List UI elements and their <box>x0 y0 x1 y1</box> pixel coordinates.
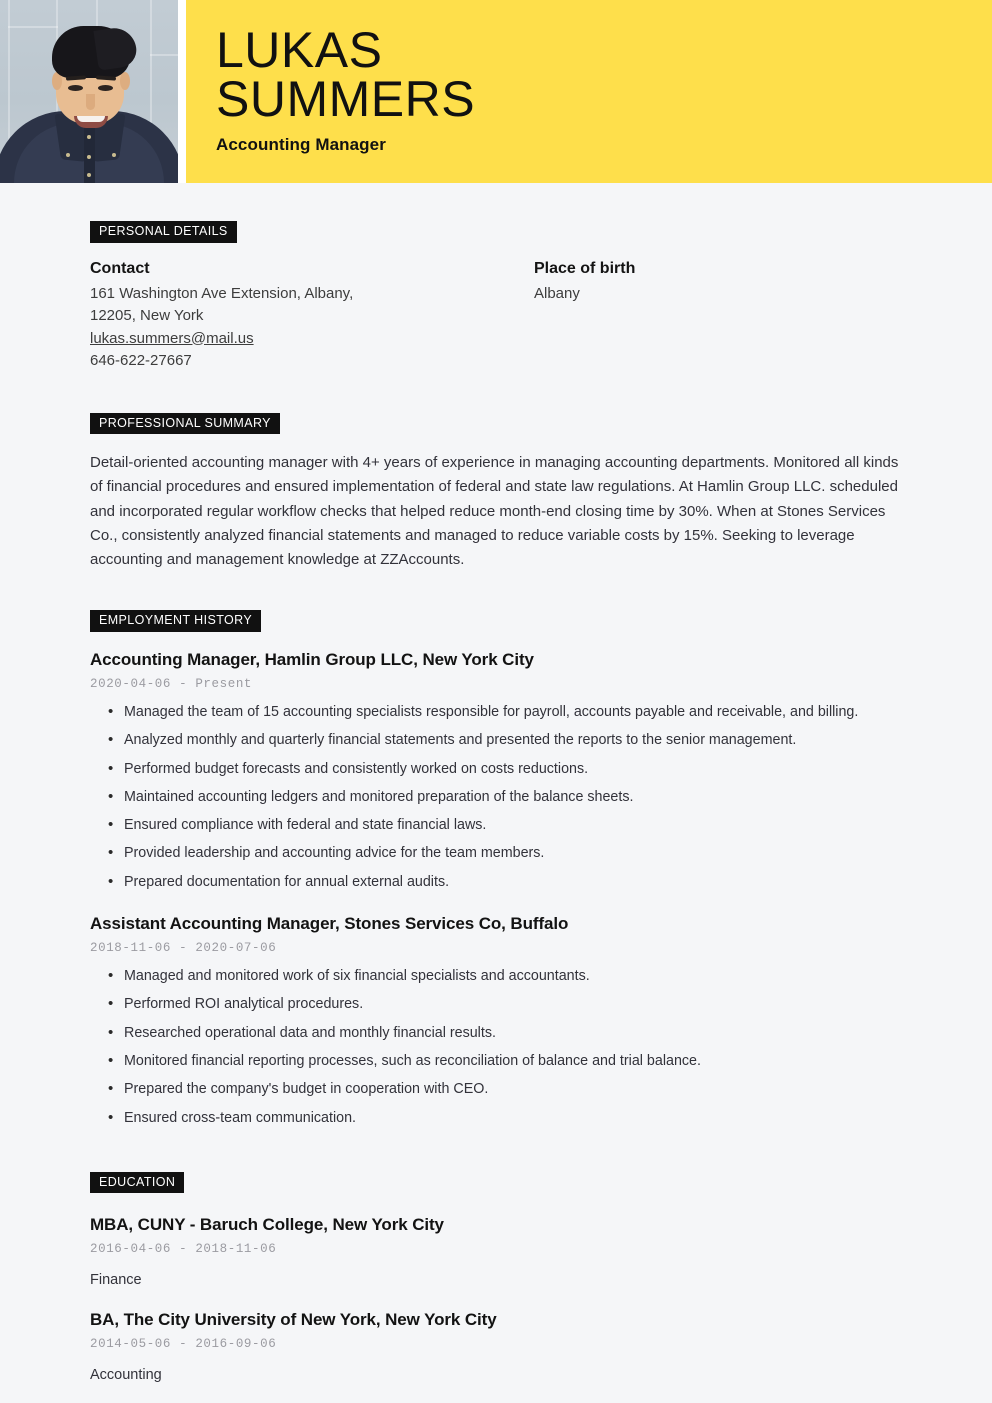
photo-nose <box>86 94 95 110</box>
place-of-birth-label: Place of birth <box>534 259 636 277</box>
education-entry <box>90 1215 904 1288</box>
education-entry-dates: 2016-04-06 - 2018-11-06 <box>90 1242 277 1257</box>
photo-eye-left <box>68 85 83 91</box>
employment-entry-title: Assistant Accounting Manager, Stones Services Co, Buffalo <box>90 914 569 934</box>
list-item: • Prepared documentation for annual external audits. <box>124 868 904 896</box>
photo-collar-button <box>66 153 70 157</box>
job-title: Accounting Manager <box>216 135 386 154</box>
employment-entry <box>90 914 904 1132</box>
contact-values <box>90 283 534 373</box>
list-item: • Performed budget forecasts and consistently worked on costs reductions. <box>124 755 904 783</box>
place-of-birth-value: Albany <box>534 284 580 302</box>
contact-column <box>90 260 534 373</box>
education-entry-description: Accounting <box>90 1367 162 1384</box>
address-line-1: 161 Washington Ave Extension, Albany, <box>90 284 354 302</box>
phone-number: 646-622-27667 <box>90 352 192 369</box>
photo-teeth <box>77 116 105 122</box>
list-item: • Prepared the company's budget in cooperation with CEO. <box>124 1075 904 1103</box>
section-badge-personal-details: PERSONAL DETAILS <box>90 221 237 243</box>
contact-label: Contact <box>90 259 150 277</box>
professional-summary-text: Detail-oriented accounting manager with 4+ years of experience in managing accounting departments. Monitored all kinds of financial procedures and ensured implementation of federal and state law regulations. At Hamlin Group LLC. scheduled and incorporated regular workflow checks that helped reduce month-end closing time by 30%. When at Stones Services Co., consistently analyzed financial statements and managed to reduce variable costs by 15%. Seeking to leverage accounting and management knowledge at ZZAccounts. <box>90 454 899 569</box>
photo-button <box>87 155 91 159</box>
employment-entry-title: Accounting Manager, Hamlin Group LLC, New York City <box>90 649 534 669</box>
list-item: • Monitored financial reporting processes, such as reconciliation of balance and trial balance. <box>124 1047 904 1075</box>
last-name: SUMMERS <box>216 71 476 127</box>
photo-button <box>87 173 91 177</box>
section-education <box>90 1172 904 1384</box>
section-personal-details <box>90 221 904 373</box>
employment-entry <box>90 650 904 896</box>
employment-entry-bullets <box>90 962 904 1132</box>
section-badge-employment-history: EMPLOYMENT HISTORY <box>90 610 261 632</box>
section-professional-summary <box>90 413 904 573</box>
portrait-photo <box>0 0 178 183</box>
employment-entry-bullets <box>90 698 904 896</box>
employment-entry-dates: 2020-04-06 - Present <box>90 676 253 691</box>
first-name: LUKAS <box>216 22 383 78</box>
photo-ear-right <box>120 72 130 90</box>
list-item: • Provided leadership and accounting advice for the team members. <box>124 839 904 867</box>
list-item: • Managed the team of 15 accounting specialists responsible for payroll, accounts payable and receivable, and billing. <box>124 698 904 726</box>
avatar <box>0 0 178 183</box>
employment-entry-dates: 2018-11-06 - 2020-07-06 <box>90 941 277 956</box>
photo-background-detail <box>8 26 58 28</box>
section-employment-history <box>90 610 904 1131</box>
resume-header <box>0 0 992 183</box>
header-divider <box>178 0 186 183</box>
photo-collar-button <box>112 153 116 157</box>
list-item: • Performed ROI analytical procedures. <box>124 990 904 1018</box>
list-item: • Managed and monitored work of six financial specialists and accountants. <box>124 962 904 990</box>
photo-hair-sweep <box>93 25 138 70</box>
address-line-2: 12205, New York <box>90 307 204 324</box>
list-item: • Maintained accounting ledgers and monitored preparation of the balance sheets. <box>124 783 904 811</box>
education-entry-dates: 2014-05-06 - 2016-09-06 <box>90 1337 277 1352</box>
list-item: • Ensured cross-team communication. <box>124 1104 904 1132</box>
photo-background-detail <box>150 54 178 56</box>
photo-button <box>87 135 91 139</box>
education-entry-title: BA, The City University of New York, New York City <box>90 1310 497 1330</box>
section-badge-education: EDUCATION <box>90 1172 184 1194</box>
header-name-band <box>186 0 992 183</box>
email-link[interactable]: lukas.summers@mail.us <box>90 329 254 347</box>
section-badge-professional-summary: PROFESSIONAL SUMMARY <box>90 413 280 435</box>
list-item: • Researched operational data and monthly financial results. <box>124 1019 904 1047</box>
personal-details-grid <box>90 260 904 373</box>
list-item: • Analyzed monthly and quarterly financial statements and presented the reports to the senior management. <box>124 726 904 754</box>
photo-eye-right <box>98 85 113 91</box>
education-entry <box>90 1310 904 1383</box>
education-entry-description: Finance <box>90 1272 142 1289</box>
resume-body <box>0 183 992 1383</box>
education-entry-title: MBA, CUNY - Baruch College, New York City <box>90 1215 444 1235</box>
place-of-birth-column <box>534 260 904 373</box>
page-title <box>216 22 992 127</box>
list-item: • Ensured compliance with federal and state financial laws. <box>124 811 904 839</box>
